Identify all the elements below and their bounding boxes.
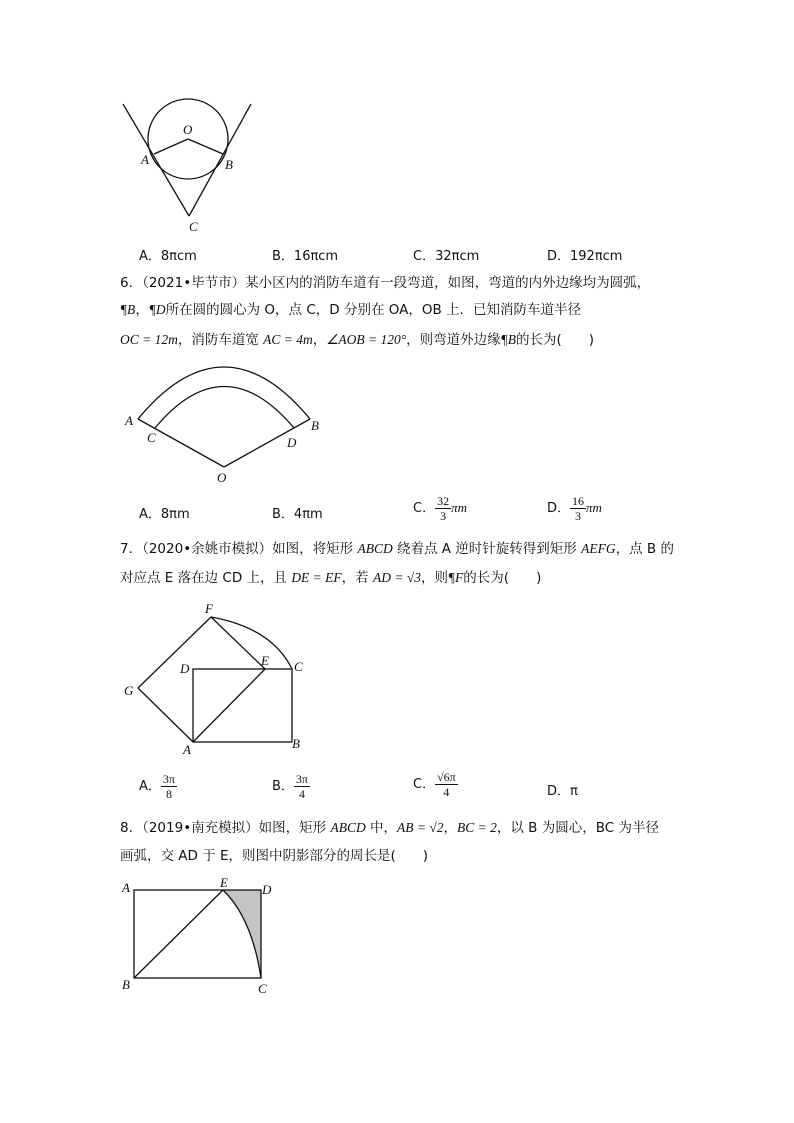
q6-option-b[interactable]: B．4πm	[272, 507, 323, 522]
fig6-label-a: A	[125, 413, 133, 428]
q7-line-1: 7．（2020•余姚市模拟）如图，将矩形 ABCD 绕着点 A 逆时针旋转得到矩形 AEFG，点 B 的	[120, 541, 674, 557]
q6-line-2: ¶B，¶D所在圆的圆心为 O，点 C，D 分别在 OA，OB 上．已知消防车道半径	[120, 302, 582, 318]
q6-line-3: OC = 12m，消防车道宽 AC = 4m，∠AOB = 120°，则弯道外边缘¶B的长为( )	[120, 332, 595, 348]
q8-line-1: 8．（2019•南充模拟）如图，矩形 ABCD 中，AB = √2，BC = 2，以 B 为圆心，BC 为半径	[120, 820, 659, 836]
q5-option-c[interactable]: C．32πcm	[413, 249, 480, 264]
q7-line-2: 对应点 E 落在边 CD 上，且 DE = EF，若 AD = √3，则¶F的长为( )	[120, 570, 542, 586]
fig7-label-a: A	[183, 742, 191, 757]
q6-option-d[interactable]: D． $\frac{16}{3}$ πm	[547, 494, 602, 523]
fig8-label-d: D	[262, 882, 272, 897]
fig7-label-f: F	[205, 601, 213, 616]
fig5-label-a: A	[141, 152, 149, 167]
fig7-label-e: E	[261, 653, 269, 668]
fig8-label-e: E	[220, 875, 228, 890]
arc-cd-symbol: ¶D	[148, 302, 166, 317]
q6-option-c[interactable]: C． $\frac{32}{3}$ πm	[413, 494, 467, 523]
q6-line-1: 6．（2021•毕节市）某小区内的消防车道有一段弯道，如图，弯道的内外边缘均为圆弧，	[120, 275, 651, 291]
q7-option-a[interactable]: A． $\frac{3\pi}{8}$	[139, 772, 175, 801]
arc-cf-symbol: ¶F	[447, 570, 464, 585]
q7-option-c[interactable]: C． $\frac{√6\pi}{4}$	[413, 770, 456, 799]
q6-option-a[interactable]: A．8πm	[139, 507, 190, 522]
fig5-label-o: O	[183, 122, 193, 137]
fig5-label-c: C	[189, 219, 198, 234]
q8-line-2: 画弧，交 AD 于 E，则图中阴影部分的周长是( )	[120, 848, 429, 864]
q5-option-d[interactable]: D．192πcm	[547, 249, 623, 264]
fig8-label-a: A	[122, 880, 130, 895]
q5-option-a[interactable]: A．8πcm	[139, 249, 197, 264]
fig7-label-g: G	[124, 683, 134, 698]
fig8-label-c: C	[258, 981, 267, 996]
q7-option-d[interactable]: D．π	[547, 784, 578, 799]
fig7-label-b: B	[292, 736, 300, 751]
arc-ab-symbol: ¶B	[500, 332, 516, 347]
q5-option-b[interactable]: B．16πcm	[272, 249, 339, 264]
fig5-label-b: B	[225, 157, 233, 172]
fig8-label-b: B	[122, 977, 130, 992]
arc-ab-symbol: ¶B	[120, 302, 136, 317]
fig7-label-d: D	[180, 661, 190, 676]
q7-option-b[interactable]: B． $\frac{3\pi}{4}$	[272, 772, 308, 801]
fig6-label-c: C	[147, 430, 156, 445]
shaded-region	[223, 890, 261, 978]
fig7-label-c: C	[294, 659, 303, 674]
fig6-label-b: B	[311, 418, 319, 433]
fig6-label-o: O	[217, 470, 227, 485]
fig6-label-d: D	[287, 435, 297, 450]
